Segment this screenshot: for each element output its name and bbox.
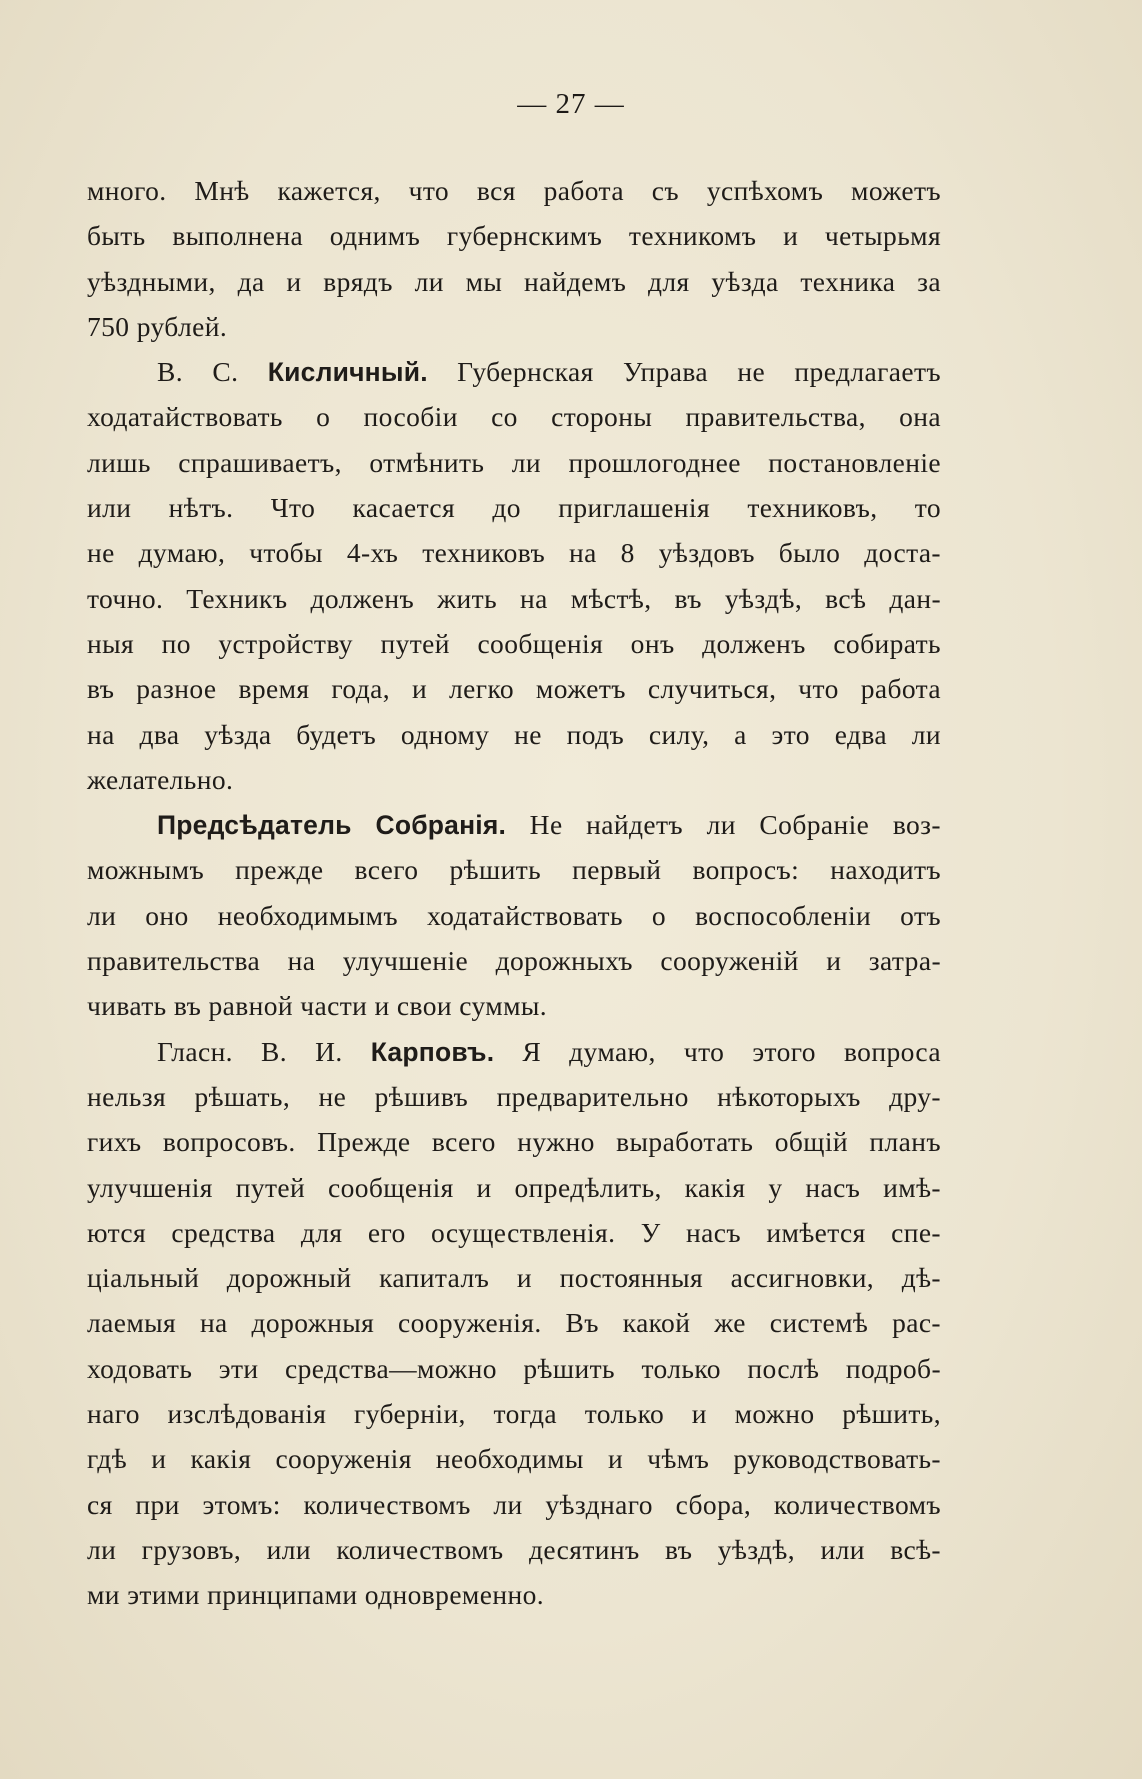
speaker-name: Предсѣдатель Собранія.: [157, 810, 507, 841]
text-line: лаемыя на дорожныя сооруженія. Въ какой же системѣ рас-: [87, 1307, 941, 1339]
text-line: ся при этомъ: количествомъ ли уѣзднаго сбора, количествомъ: [87, 1488, 941, 1520]
text-line: лишь спрашиваетъ, отмѣнить ли прошлогоднее постановленіе: [87, 446, 941, 478]
speaker-title: Гласн. В. И.: [157, 1035, 371, 1067]
text-line: не думаю, чтобы 4-хъ техниковъ на 8 уѣздовъ было доста-: [87, 537, 941, 569]
speaker-line: [87, 1029, 941, 1074]
text-line: улучшенія путей сообщенія и опредѣлить, какія у насъ имѣ-: [87, 1171, 941, 1203]
text-line: ходовать эти средства—можно рѣшить только послѣ подроб-: [87, 1352, 941, 1384]
text-line: ціальный дорожный капиталъ и постоянныя ассигновки, дѣ-: [87, 1262, 941, 1294]
speaker-name: Карповъ.: [370, 1036, 495, 1067]
speaker-speech: Не найдетъ ли Собраніе воз-: [506, 809, 941, 841]
text-line: ныя по устройству путей сообщенія онъ долженъ собирать: [87, 627, 941, 659]
page-number: — 27 —: [517, 88, 625, 120]
speaker-speech: Я думаю, что этого вопроса: [494, 1035, 941, 1067]
text-line: уѣздными, да и врядъ ли мы найдемъ для уѣзда техника за: [87, 265, 941, 297]
text-line: ли оно необходимымъ ходатайствовать о воспособленіи отъ: [87, 899, 941, 931]
text-line: нельзя рѣшать, не рѣшивъ предварительно нѣкоторыхъ дру-: [87, 1080, 941, 1112]
text-line: можнымъ прежде всего рѣшить первый вопросъ: находитъ: [87, 854, 941, 886]
text-line: ются средства для его осуществленія. У насъ имѣется спе-: [87, 1216, 941, 1248]
speaker-line: [87, 349, 941, 394]
text-line: правительства на улучшеніе дорожныхъ сооруженій и затра-: [87, 945, 941, 977]
text-line: ли грузовъ, или количествомъ десятинъ въ уѣздѣ, или всѣ-: [87, 1533, 941, 1565]
text-line: 750 рублей.: [87, 310, 228, 342]
text-line: въ разное время года, и легко можетъ случиться, что работа: [87, 673, 941, 705]
text-line: на два уѣзда будетъ одному не подъ силу, а это едва ли: [87, 718, 941, 750]
text-line: или нѣтъ. Что касается до приглашенія техниковъ, то: [87, 492, 941, 524]
speaker-name: Кисличный.: [267, 357, 428, 388]
speaker-title: В. С.: [157, 356, 268, 388]
text-line: много. Мнѣ кажется, что вся работа съ успѣхомъ можетъ: [87, 175, 941, 206]
speaker-speech: Губернская Управа не предлагаетъ: [427, 356, 941, 388]
text-line: ми этими принципами одновременно.: [87, 1579, 544, 1611]
page-body-text: [87, 168, 941, 1618]
text-line: гдѣ и какія сооруженія необходимы и чѣмъ руководствовать-: [87, 1443, 941, 1475]
text-line: ходатайствовать о пособіи со стороны правительства, она: [87, 401, 941, 433]
text-line: чивать въ равной части и свои суммы.: [87, 990, 548, 1022]
text-line: желательно.: [87, 763, 234, 795]
text-line: наго изслѣдованія губерніи, тогда только и можно рѣшить,: [87, 1398, 941, 1430]
speaker-line: [87, 802, 941, 847]
text-line: быть выполнена однимъ губернскимъ техникомъ и четырьмя: [87, 220, 941, 252]
text-line: гихъ вопросовъ. Прежде всего нужно выработать общій планъ: [87, 1126, 941, 1158]
text-line: точно. Техникъ долженъ жить на мѣстѣ, въ уѣздѣ, всѣ дан-: [87, 582, 941, 614]
